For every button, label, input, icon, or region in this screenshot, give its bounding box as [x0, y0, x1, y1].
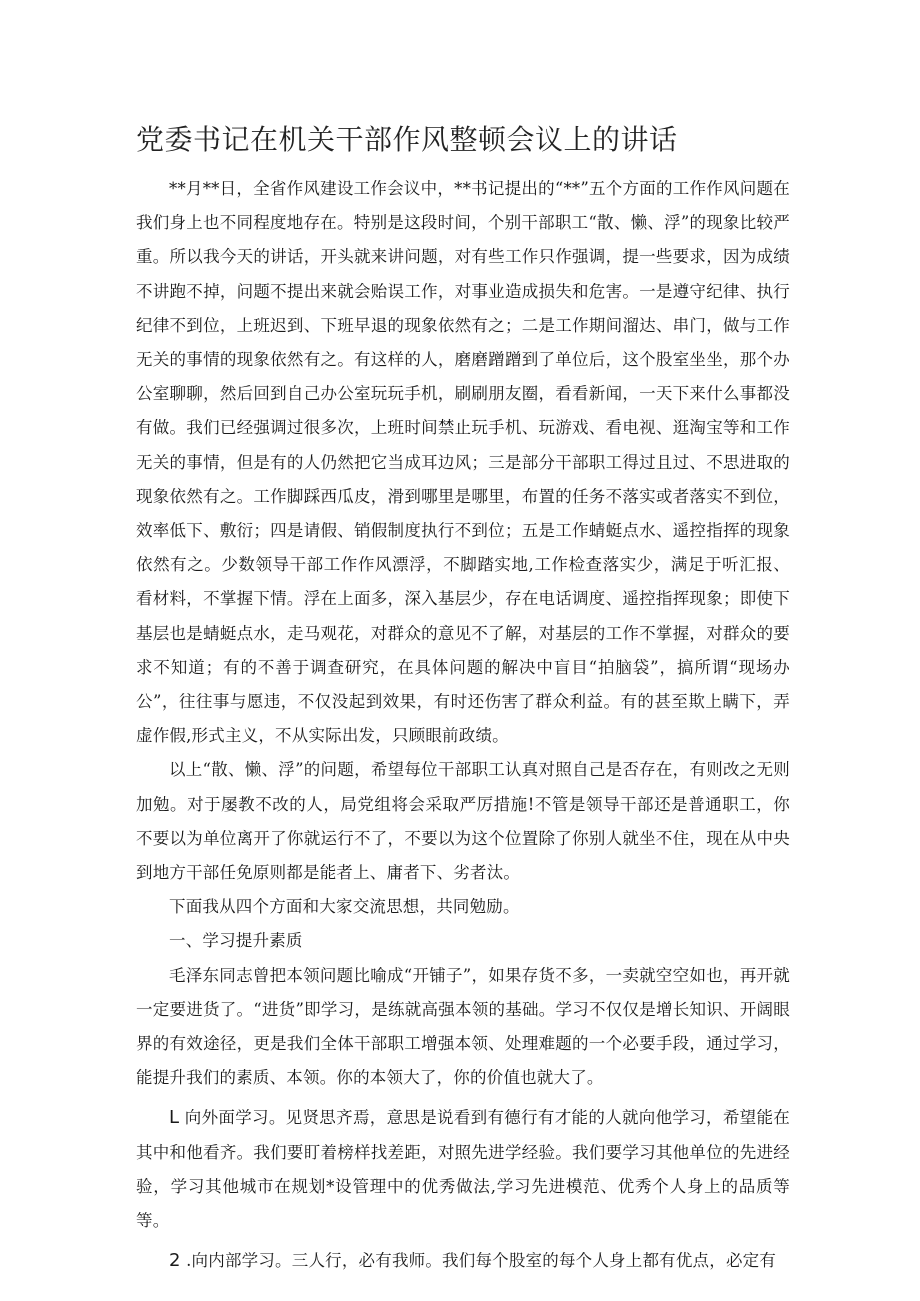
section-heading: 一、学习提升素质: [169, 931, 303, 951]
body-paragraph-2: 以上“散、懒、浮”的问题，希望每位干部职工认真对照自己是否存在，有则改之无则加勉。对于屡教不改的人，局党组将会采取严厉措施!不管是领导干部还是普通职工，你不要以为单位离开了你就运行不了，不要以为这个位置除了你别人就坐不住，现在从中央到地方干部任免原则都是能者上、庸者下、劣者汰。: [136, 760, 790, 883]
body-paragraph-3: 下面我从四个方面和大家交流思想，共同勉励。: [169, 897, 520, 917]
document-body: [136, 172, 790, 1279]
list-item: [136, 1244, 790, 1278]
list-item: [136, 1101, 790, 1238]
document-title: 党委书记在机关干部作风整顿会议上的讲话: [136, 123, 678, 156]
section-paragraph: 毛泽东同志曾把本领问题比喻成“开铺子”，如果存货不多，一卖就空空如也，再开就一定要进货了。“进货”即学习，是练就高强本领的基础。学习不仅仅是增长知识、开阔眼界的有效途径，更是我们全体干部职工增强本领、处理难题的一个必要手段，通过学习，能提升我们的素质、本领。你的本领大了，你的价值也就大了。: [136, 965, 790, 1088]
list-item-marker: 2: [169, 1250, 181, 1272]
list-item-text: .向内部学习。三人行，必有我师。我们每个股室的每个人身上都有优点，必定有: [186, 1251, 777, 1271]
list-item-text: 向外面学习。见贤思齐焉，意思是说看到有德行有才能的人就向他学习，希望能在其中和他看齐。我们要盯着榜样找差距，对照先进学经验。我们要学习其他单位的先进经验，学习其他城市在规划*设管理中的优秀做法,学习先进模范、优秀个人身上的品质等等。: [136, 1108, 790, 1231]
list-item-marker: L: [169, 1107, 180, 1129]
body-paragraph-1: **月**日，全省作风建设工作会议中，**书记提出的“**”五个方面的工作作风问题在我们身上也不同程度地存在。特别是这段时间，个别干部职工“散、懒、浮”的现象比较严重。所以我今天的讲话，开头就来讲问题，对有些工作只作强调，提一些要求，因为成绩不讲跑不掉，问题不提出来就会贻误工作，对事业造成损失和危害。一是遵守纪律、执行纪律不到位，上班迟到、下班早退的现象依然有之；二是工作期间溜达、串门，做与工作无关的事情的现象依然有之。有这样的人，磨磨蹭蹭到了单位后，这个股室坐坐，那个办公室聊聊，然后回到自己办公室玩玩手机，刷刷朋友圈，看看新闻，一天下来什么事都没有做。我们已经强调过很多次，上班时间禁止玩手机、玩游戏、看电视、逛淘宝等和工作无关的事情，但是有的人仍然把它当成耳边风；三是部分干部职工得过且过、不思进取的现象依然有之。工作脚踩西瓜皮，滑到哪里是哪里，布置的任务不落实或者落实不到位，效率低下、敷衍；四是请假、销假制度执行不到位；五是工作蜻蜓点水、遥控指挥的现象依然有之。少数领导干部工作作风漂浮，不脚踏实地,工作检查落实少，满足于听汇报、看材料，不掌握下情。浮在上面多，深入基层少，存在电话调度、遥控指挥现象；即使下基层也是蜻蜓点水，走马观花，对群众的意见不了解，对基层的工作不掌握，对群众的要求不知道；有的不善于调查研究，在具体问题的解决中盲目“拍脑袋”，搞所谓“现场办公”，往往事与愿违，不仅没起到效果，有时还伤害了群众利益。有的甚至欺上瞒下，弄虚作假,形式主义，不从实际出发，只顾眼前政绩。: [136, 179, 790, 746]
